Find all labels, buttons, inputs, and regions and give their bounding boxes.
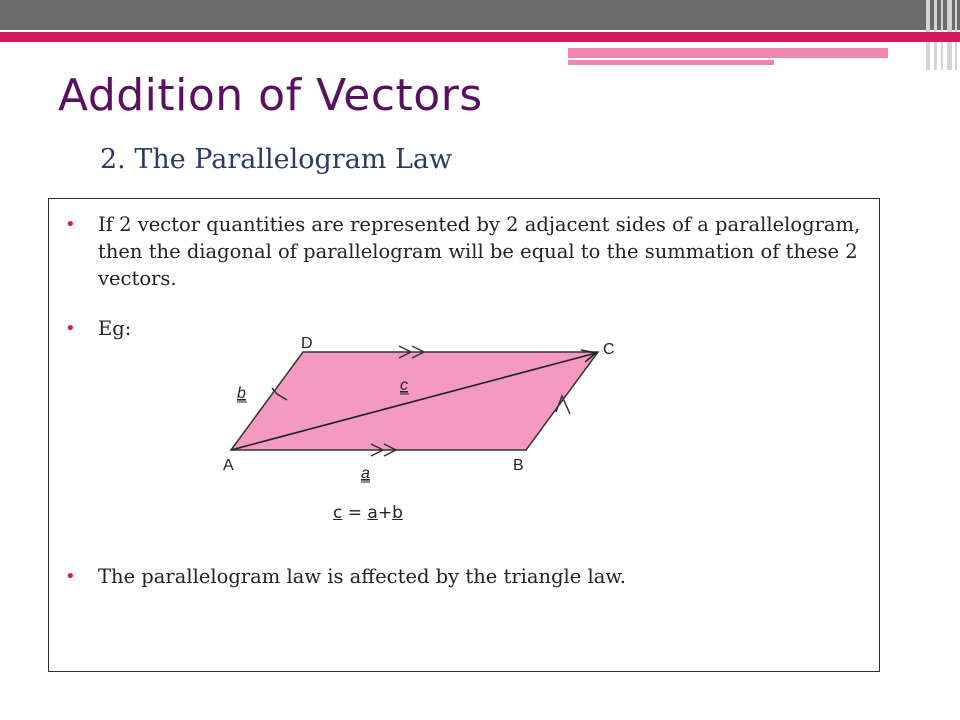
vector-equation (333, 503, 403, 523)
top-bar (0, 0, 960, 30)
bullet-item (65, 211, 865, 292)
bullet-dot-icon: • (65, 318, 76, 339)
accent-band-light-thin (568, 60, 774, 65)
equation-c: c (333, 503, 343, 523)
vector-label-b: b (237, 385, 246, 402)
point-label-a: A (223, 457, 234, 474)
slide-title: Addition of Vectors (58, 70, 483, 121)
equation-equals: = (347, 503, 363, 523)
parallelogram-diagram (215, 328, 635, 488)
bullet-dot-icon: • (65, 214, 76, 235)
bullet-item (65, 315, 131, 342)
accent-band (0, 32, 960, 42)
point-label-c: C (603, 341, 615, 358)
equation-a: a (367, 503, 378, 523)
bullet-text: If 2 vector quantities are represented by 2 adjacent sides of a parallelogram, then the diagonal of parallelogram will be equal to the summation of these 2 vectors. (98, 213, 861, 290)
point-label-d: D (301, 335, 313, 352)
equation-plus: + (377, 503, 393, 523)
bullet-item (65, 563, 865, 590)
point-label-b: B (513, 457, 524, 474)
slide-subtitle: 2. The Parallelogram Law (100, 144, 453, 175)
vector-label-a: a (361, 465, 370, 482)
bullet-text: The parallelogram law is affected by the triangle law. (98, 565, 626, 588)
bullet-text: Eg: (98, 317, 132, 340)
bullet-dot-icon: • (65, 566, 76, 587)
accent-band-light (568, 48, 888, 58)
vector-label-c: c (400, 377, 408, 394)
equation-b: b (392, 503, 403, 523)
